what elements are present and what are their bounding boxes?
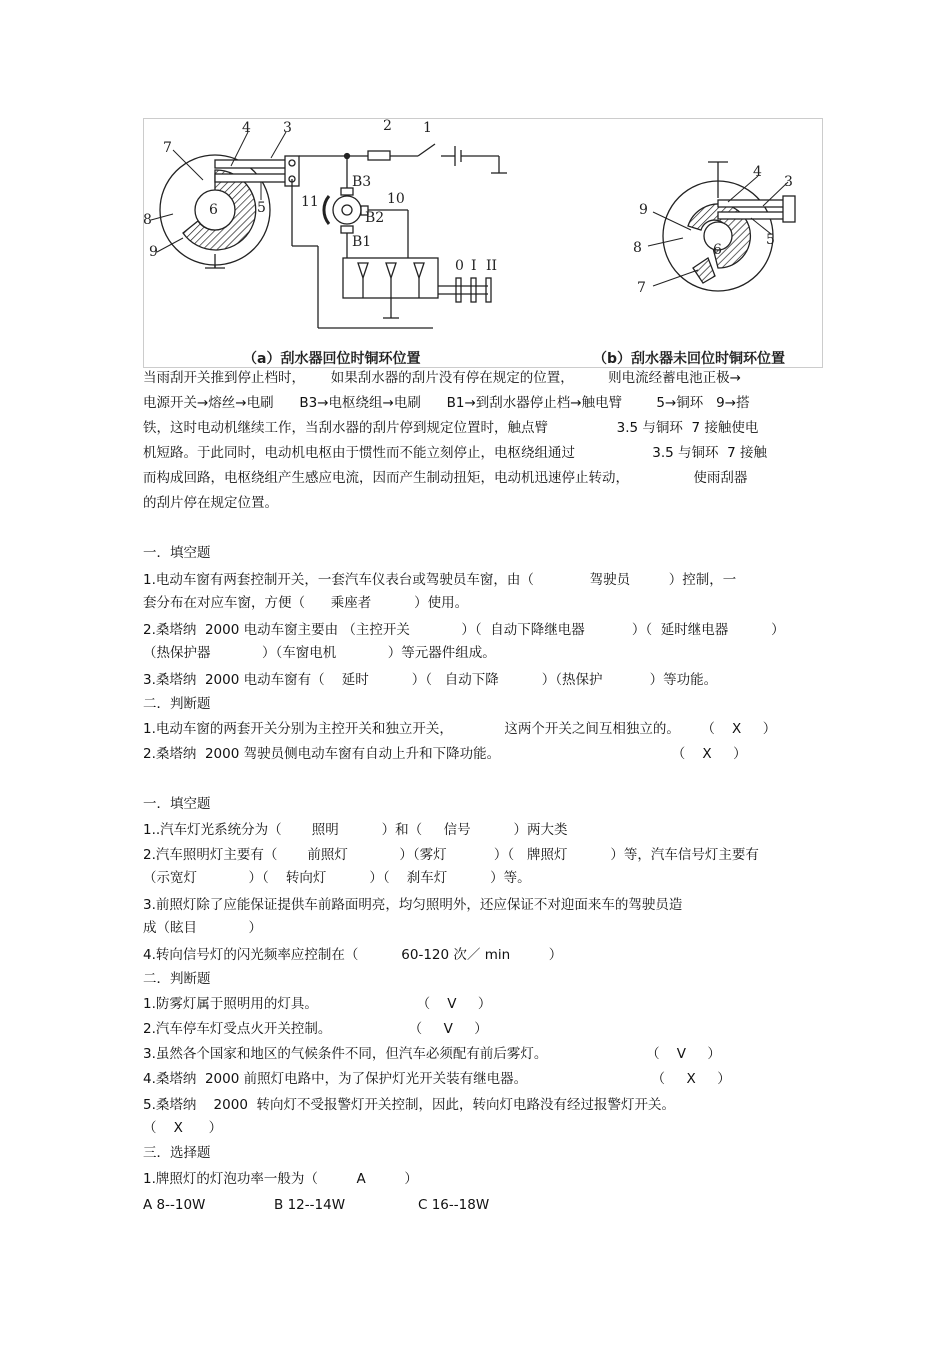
question-line: （ X ） <box>143 1120 223 1136</box>
question-line: 成（眩目 ） <box>143 920 262 936</box>
section-heading: 二．判断题 <box>143 696 211 712</box>
question-line: （示宽灯 ）（ 转向灯 ）（ 刹车灯 ）等。 <box>143 870 531 886</box>
question-line: 4.转向信号灯的闪光频率应控制在（ 60-120 次／ min ） <box>143 947 563 963</box>
question-line: 2.桑塔纳 2000 驾驶员侧电动车窗有自动上升和下降功能。 （ X ） <box>143 746 747 762</box>
label-b-6: 6 <box>713 242 722 258</box>
wiper-diagram-svg <box>143 118 823 368</box>
label-a-2: 2 <box>383 118 392 134</box>
label-b-7: 7 <box>637 280 646 296</box>
question-line: 1..汽车灯光系统分为（ 照明 ）和（ 信号 ）两大类 <box>143 822 568 838</box>
question-line: 套分布在对应车窗，方便（ 乘座者 ）使用。 <box>143 595 469 611</box>
paragraph-line: 当雨刮开关推到停止档时， 如果刮水器的刮片没有停在规定的位置， 则电流经蓄电池正极→ <box>143 370 741 386</box>
question-line: 3.前照灯除了应能保证提供车前路面明亮，均匀照明外，还应保证不对迎面来车的驾驶员造 <box>143 897 683 913</box>
question-line: 2.桑塔纳 2000 电动车窗主要由 （主控开关 ）（ 自动下降继电器 ）（ 延时继电器 ） <box>143 622 785 638</box>
section-heading: 三．选择题 <box>143 1145 211 1161</box>
answer-options: A 8--10W B 12--14W C 16--18W <box>143 1197 490 1213</box>
paragraph-line: 铁，这时电动机继续工作，当刮水器的刮片停到规定位置时，触点臂 3.5 与铜环 7 接触使电 <box>143 420 759 436</box>
label-pos-0: 0 <box>455 258 464 274</box>
question-line: 1.防雾灯属于照明用的灯具。 （ V ） <box>143 996 492 1012</box>
question-line: 2.汽车照明灯主要有（ 前照灯 ）（雾灯 ）（ 牌照灯 ）等，汽车信号灯主要有 <box>143 847 759 863</box>
label-b3: B3 <box>352 174 372 190</box>
label-a-4: 4 <box>242 120 251 136</box>
label-a-11: 11 <box>301 194 319 210</box>
label-a-3: 3 <box>283 120 292 136</box>
cam-disc-a <box>160 155 299 268</box>
label-a-7: 7 <box>163 140 172 156</box>
question-line: 1.牌照灯的灯泡功率一般为（ A ） <box>143 1171 418 1187</box>
label-a-5: 5 <box>257 200 266 216</box>
label-a-9: 9 <box>149 244 158 260</box>
paragraph-line: 机短路。于此同时，电动机电枢由于惯性而不能立刻停止，电枢绕组通过 3.5 与铜环 7 接触 <box>143 445 767 461</box>
section-heading: 一．填空题 <box>143 545 211 561</box>
paragraph-line: 电源开关→熔丝→电刷 B3→电枢绕组→电刷 B1→到刮水器停止档→触电臂 5→铜环 9→搭 <box>143 395 750 411</box>
label-b-4: 4 <box>753 164 762 180</box>
caption-a: （a）刮水器回位时铜环位置 <box>243 351 421 367</box>
paragraph-line: 的刮片停在规定位置。 <box>143 495 278 511</box>
label-a-10: 10 <box>387 191 405 207</box>
label-a-8: 8 <box>143 212 152 228</box>
label-a-1: 1 <box>423 120 432 136</box>
label-b2: B2 <box>365 210 385 226</box>
label-pos-2: II <box>486 258 498 274</box>
question-line: 1.电动车窗的两套开关分别为主控开关和独立开关， 这两个开关之间互相独立的。 （ X ） <box>143 721 777 737</box>
label-b-9: 9 <box>639 202 648 218</box>
question-line: 5.桑塔纳 2000 转向灯不受报警灯开关控制，因此，转向灯电路没有经过报警灯开关。 <box>143 1097 675 1113</box>
label-b-8: 8 <box>633 240 642 256</box>
question-line: （热保护器 ）（车窗电机 ）等元器件组成。 <box>143 645 496 661</box>
question-line: 3.桑塔纳 2000 电动车窗有（ 延时 ）（ 自动下降 ）（热保护 ）等功能。 <box>143 672 718 688</box>
label-b-5: 5 <box>766 232 775 248</box>
label-b-3: 3 <box>784 174 793 190</box>
question-line: 4.桑塔纳 2000 前照灯电路中，为了保护灯光开关装有继电器。 （ X ） <box>143 1071 731 1087</box>
label-pos-1: I <box>471 258 477 274</box>
caption-b: （b）刮水器未回位时铜环位置 <box>593 351 786 367</box>
section-heading: 一．填空题 <box>143 796 211 812</box>
question-line: 2.汽车停车灯受点火开关控制。 （ V ） <box>143 1021 488 1037</box>
label-b1: B1 <box>352 234 372 250</box>
paragraph-line: 而构成回路，电枢绕组产生感应电流，因而产生制动扭矩，电动机迅速停止转动， 使雨刮器 <box>143 470 748 486</box>
question-line: 1.电动车窗有两套控制开关，一套汽车仪表台或驾驶员车窗，由（ 驾驶员 ）控制，一 <box>143 572 737 588</box>
label-a-6: 6 <box>209 202 218 218</box>
question-line: 3.虽然各个国家和地区的气候条件不同，但汽车必须配有前后雾灯。 （ V ） <box>143 1046 721 1062</box>
wiper-circuit-figure <box>143 118 823 368</box>
section-heading: 二．判断题 <box>143 971 211 987</box>
